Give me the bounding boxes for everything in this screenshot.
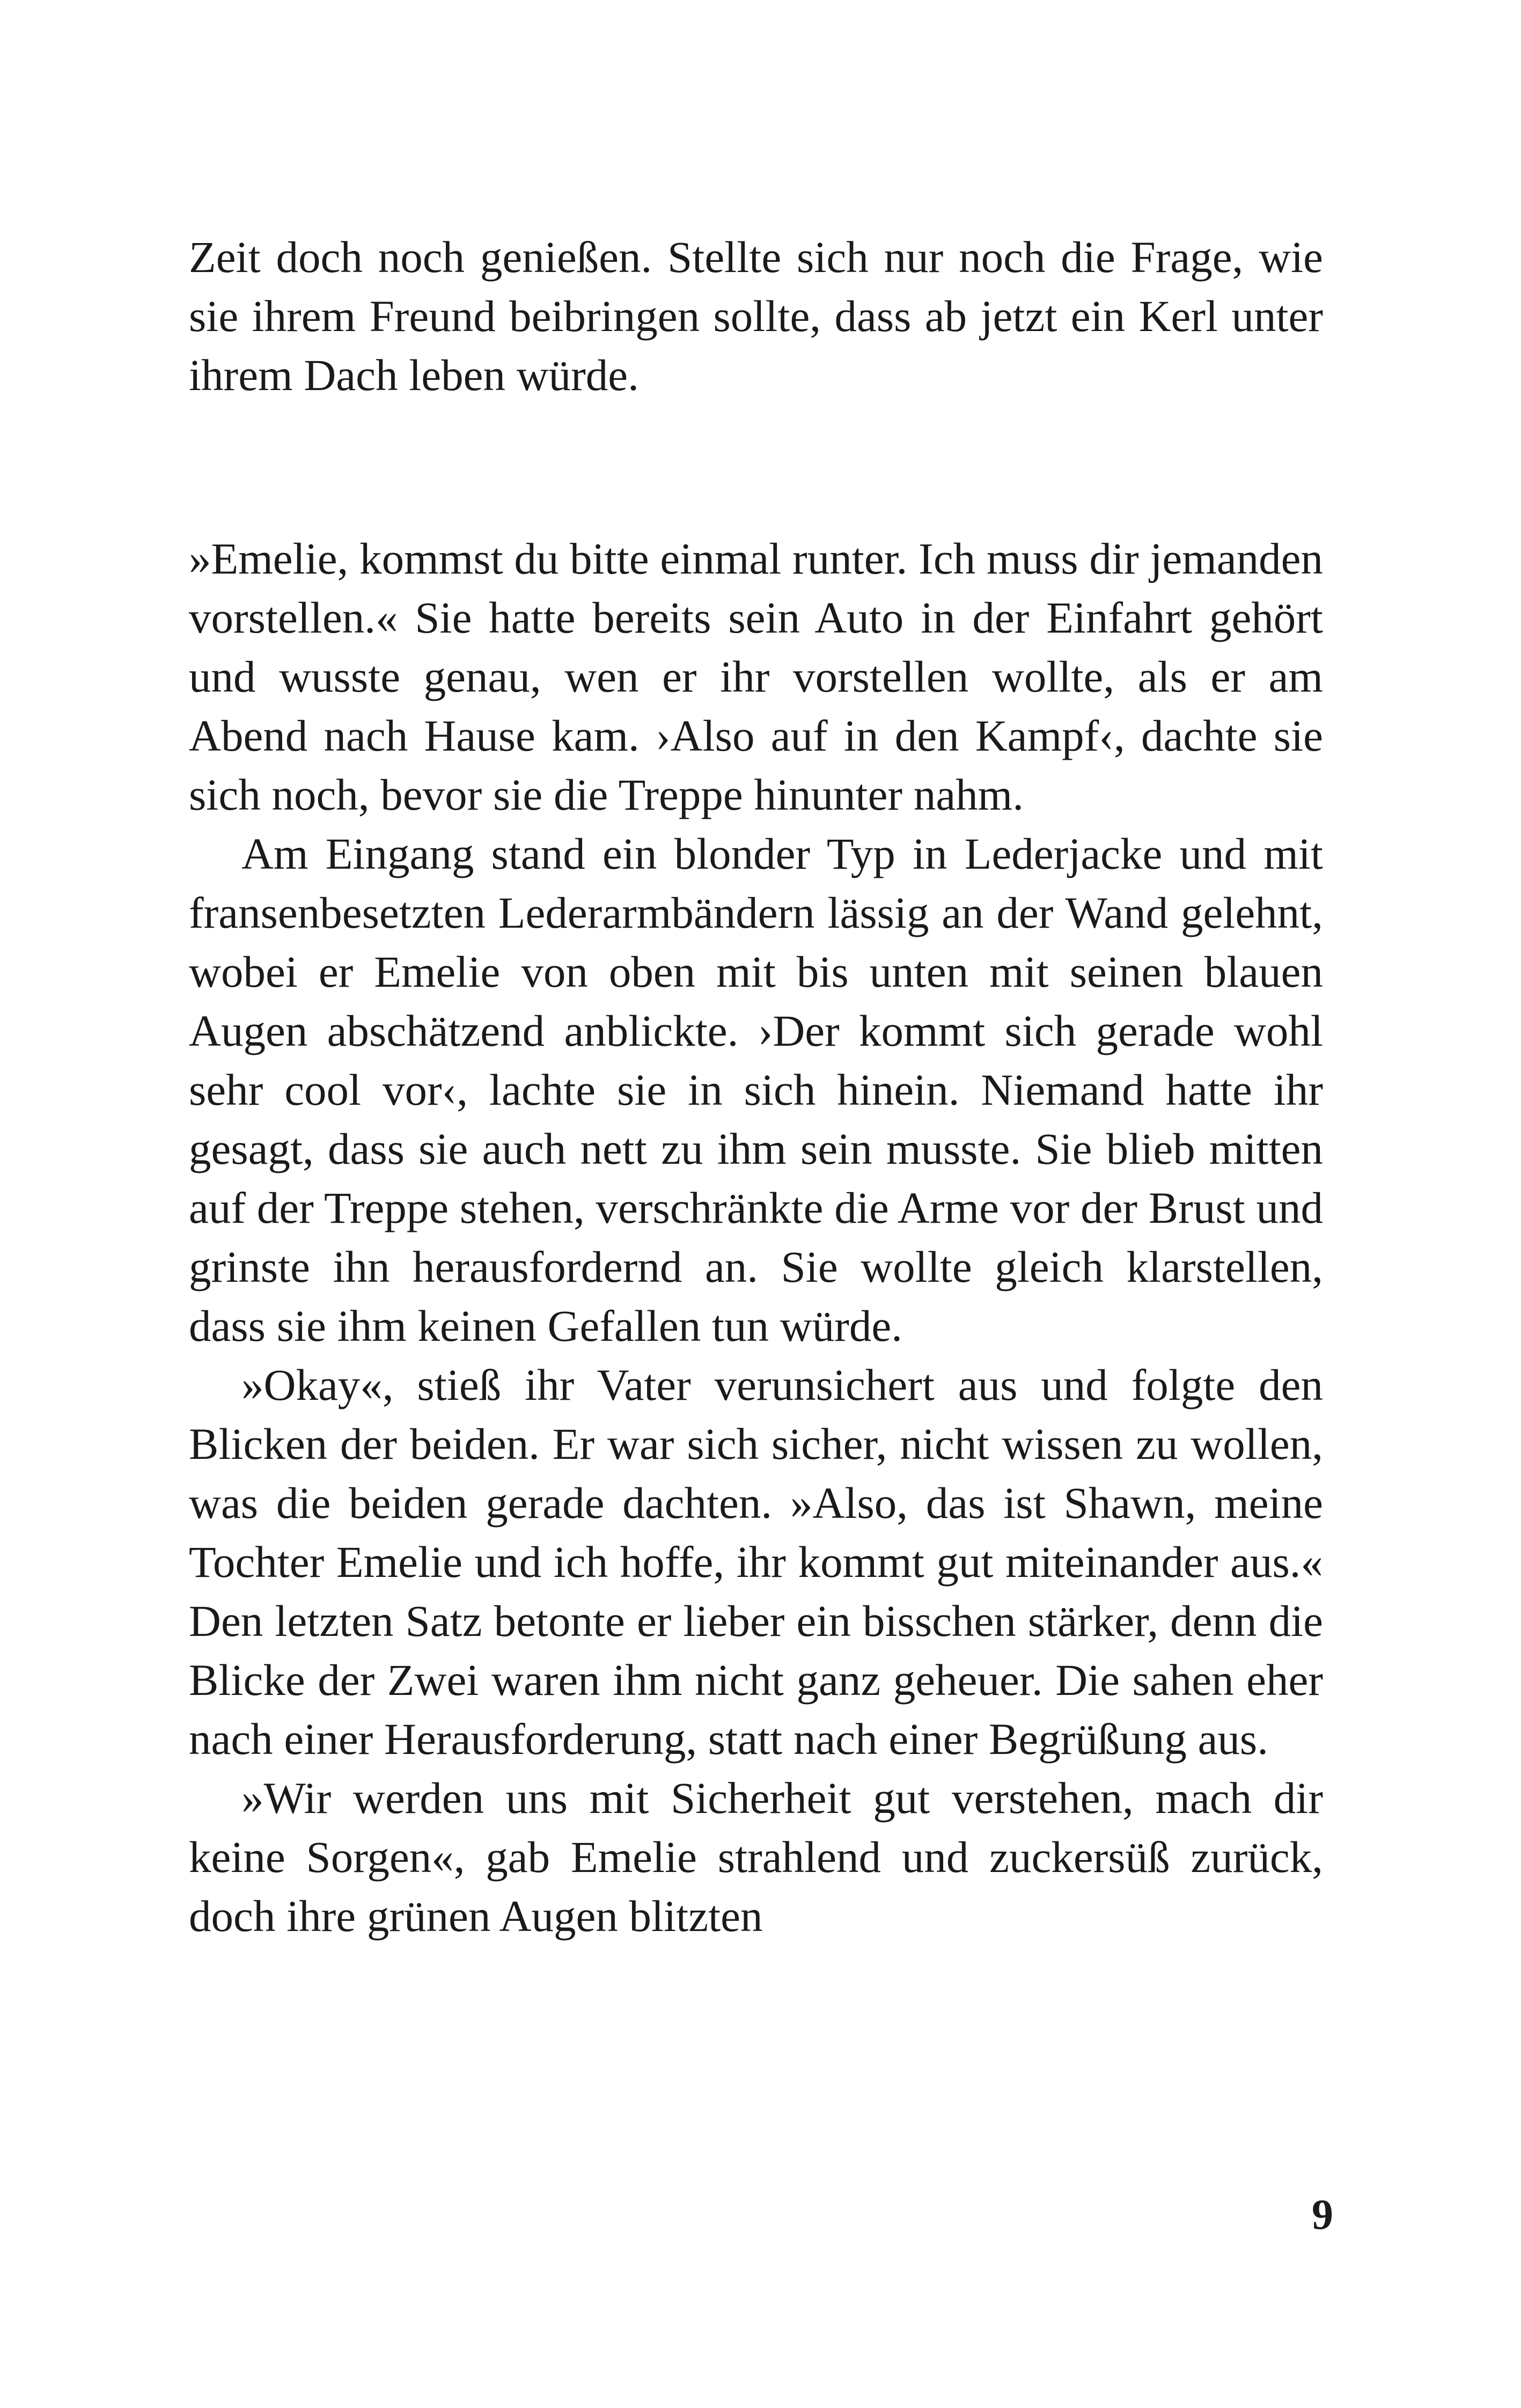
main-text-block	[189, 529, 1323, 1946]
paragraph: »Wir werden uns mit Sicherheit gut verstehen, mach dir keine Sorgen«, gab Emelie strahlend und zuckersüß zurück, doch ihre grünen Augen blitzten	[189, 1773, 1323, 1941]
page-number: 9	[1312, 2191, 1333, 2238]
paragraph: Am Eingang stand ein blonder Typ in Lederjacke und mit fransenbesetzten Lederarmbändern lässig an der Wand gelehnt, wobei er Emelie von oben mit bis unten mit seinen blauen Augen abschätzend anblickte. ›Der kommt sich gerade wohl sehr cool vor‹, lachte sie in sich hinein. Niemand hatte ihr gesagt, dass sie auch nett zu ihm sein musste. Sie blieb mitten auf der Treppe stehen, verschränkte die Arme vor der Brust und grinste ihn herausfordernd an. Sie wollte gleich klarstellen, dass sie ihm keinen Gefallen tun würde.	[189, 829, 1323, 1350]
paragraph: »Emelie, kommst du bitte einmal runter. Ich muss dir jemanden vorstellen.« Sie hatte bereits sein Auto in der Einfahrt gehört und wusste genau, wen er ihr vorstellen wollte, als er am Abend nach Hause kam. ›Also auf in den Kampf‹, dachte sie sich noch, bevor sie die Treppe hinunter nahm.	[189, 534, 1323, 819]
paragraph: »Okay«, stieß ihr Vater verunsichert aus und folgte den Blicken der beiden. Er war sich sicher, nicht wissen zu wollen, was die beiden gerade dachten. »Also, das ist Shawn, meine Tochter Emelie und ich hoffe, ihr kommt gut miteinander aus.« Den letzten Satz betonte er lieber ein bisschen stärker, denn die Blicke der Zwei waren ihm nicht ganz geheuer. Die sahen eher nach einer Herausforderung, statt nach einer Begrüßung aus.	[189, 1360, 1323, 1764]
top-text-block	[189, 227, 1323, 405]
paragraph-continuation: Zeit doch noch genießen. Stellte sich nur noch die Frage, wie sie ihrem Freund beibringen sollte, dass ab jetzt ein Kerl unter ihrem Dach leben würde.	[189, 232, 1323, 400]
